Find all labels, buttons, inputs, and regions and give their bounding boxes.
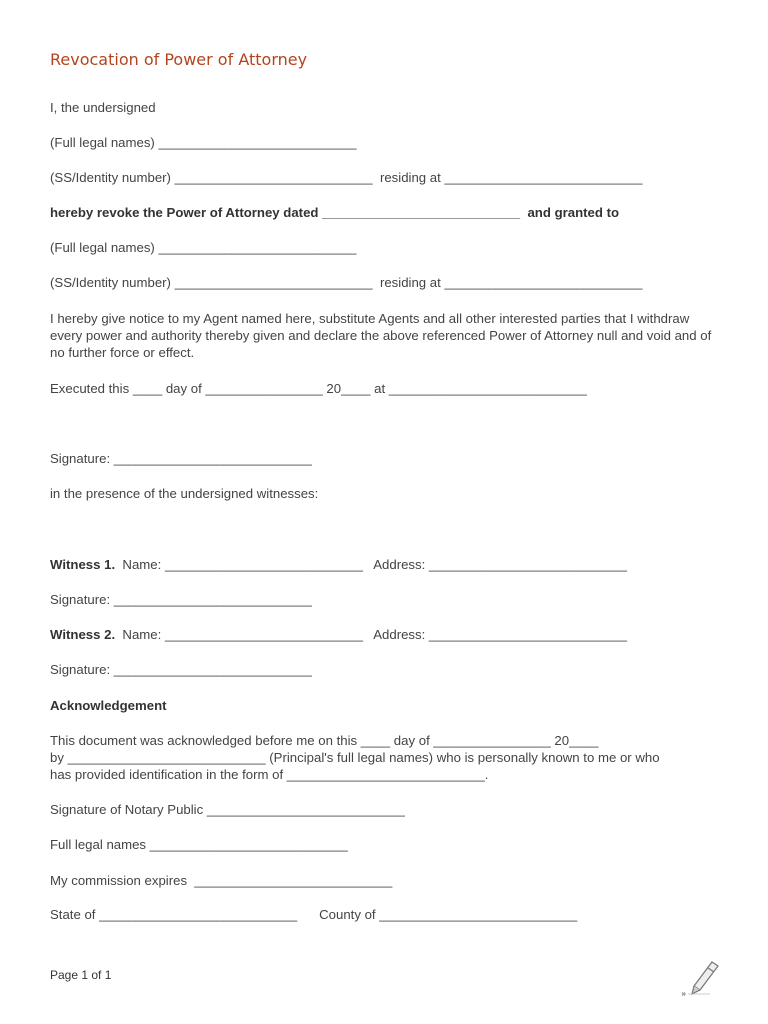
identity-number-line-2: (SS/Identity number) ___________________________ residing at ___________________________ bbox=[50, 275, 643, 290]
full-legal-names-line-3: Full legal names ___________________________ bbox=[50, 837, 348, 852]
page-number: Page 1 of 1 bbox=[50, 968, 112, 982]
signature-line: Signature: ___________________________ bbox=[50, 451, 312, 466]
witness-2-fields: Name: ___________________________ Address: ___________________________ bbox=[115, 627, 627, 642]
executed-line: Executed this ____ day of ________________ 20____ at ___________________________ bbox=[50, 381, 587, 396]
acknowledgement-paragraph: This document was acknowledged before me on this ____ day of ________________ 20____ by ___________________________ (Principal's full legal names) who is personally known to me or who has provided identification in the form of ___________________________. bbox=[50, 733, 660, 782]
state-county-line: State of ___________________________ County of ___________________________ bbox=[50, 907, 578, 922]
witness-1-label: Witness 1. bbox=[50, 557, 116, 572]
notary-signature-line: Signature of Notary Public ___________________________ bbox=[50, 802, 405, 817]
revoke-line: hereby revoke the Power of Attorney dated ___________________________ and granted to bbox=[50, 205, 620, 220]
notice-paragraph: I hereby give notice to my Agent named here, substitute Agents and all other interested parties that I withdraw every power and authority thereby given and declare the above referenced Power of Attorney null and void and of no further force or effect. bbox=[50, 311, 712, 360]
document-title: Revocation of Power of Attorney bbox=[50, 50, 308, 69]
full-legal-names-line-2: (Full legal names) ___________________________ bbox=[50, 240, 357, 255]
witness-1-fields: Name: ___________________________ Address: ___________________________ bbox=[115, 557, 627, 572]
witness-2-line bbox=[50, 626, 627, 643]
witness-1-signature: Signature: ___________________________ bbox=[50, 592, 312, 607]
witness-1-line bbox=[50, 556, 627, 573]
full-legal-names-line-1: (Full legal names) ___________________________ bbox=[50, 135, 357, 150]
witness-2-label: Witness 2. bbox=[50, 627, 116, 642]
intro-line: I, the undersigned bbox=[50, 100, 156, 115]
witness-2-signature: Signature: ___________________________ bbox=[50, 662, 312, 677]
commission-expires-line: My commission expires ___________________________ bbox=[50, 873, 393, 888]
identity-number-line-1: (SS/Identity number) ___________________________ residing at ___________________________ bbox=[50, 170, 643, 185]
acknowledgement-heading: Acknowledgement bbox=[50, 698, 167, 713]
pen-signature-icon bbox=[680, 954, 724, 1001]
presence-line: in the presence of the undersigned witnesses: bbox=[50, 486, 319, 501]
